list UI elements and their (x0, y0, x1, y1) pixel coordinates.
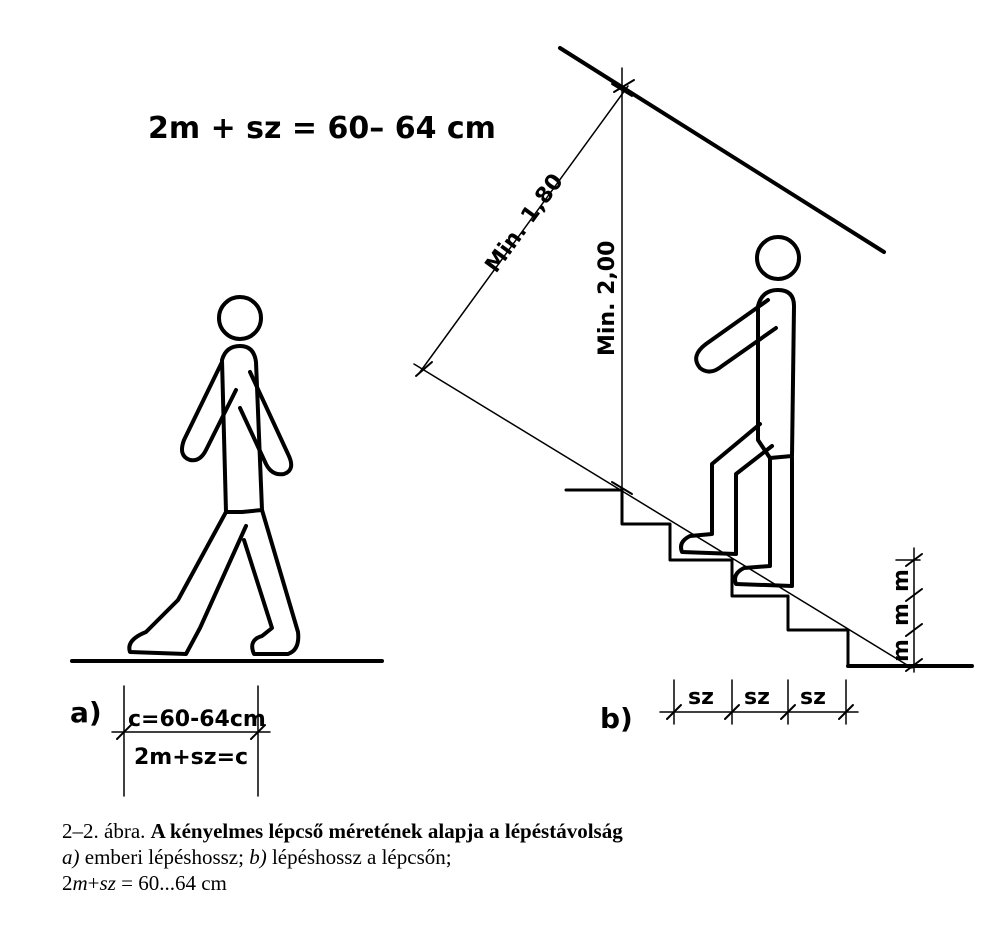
caption-formula-plus: + (87, 871, 100, 895)
tread-label-1: sz (688, 685, 714, 710)
riser-label-3: m (889, 639, 914, 662)
caption-formula-m: m (72, 871, 88, 895)
caption-b-marker: b) (249, 845, 267, 869)
min-200-label: Min. 2,00 (595, 240, 620, 356)
dimension-c-label: c=60-64cm (128, 707, 266, 732)
climbing-person-figure (681, 237, 799, 586)
tread-label-3: sz (800, 685, 826, 710)
panel-a-label: a) (70, 696, 102, 729)
figure-caption (62, 818, 962, 896)
caption-b-text: lépéshossz a lépcsőn; (266, 845, 452, 869)
pitch-line (414, 364, 912, 668)
caption-formula-2: 2 (62, 871, 73, 895)
caption-line-3 (62, 870, 962, 896)
caption-a-text: emberi lépéshossz; (79, 845, 250, 869)
riser-label-2: m (889, 603, 914, 626)
caption-formula-sz: sz (99, 871, 116, 895)
step-length-dimension (112, 686, 270, 796)
panel-b-label: b) (600, 702, 633, 735)
min-180-label: Min. 1,80 (480, 169, 569, 278)
caption-a-marker: a) (62, 845, 80, 869)
caption-title: A kényelmes lépcső méretének alapja a lépéstávolság (150, 819, 623, 843)
riser-label-1: m (889, 569, 914, 592)
caption-formula-rest: = 60...64 cm (115, 871, 227, 895)
ceiling-line (560, 48, 884, 252)
walking-person-figure (129, 297, 298, 654)
top-formula: 2m + sz = 60– 64 cm (148, 111, 496, 146)
dimension-formula-label: 2m+sz=c (134, 745, 249, 770)
tread-label-2: sz (744, 685, 770, 710)
caption-figure-number: 2–2. ábra. (62, 819, 146, 843)
caption-line-2 (62, 844, 962, 870)
caption-line-1 (62, 818, 962, 844)
